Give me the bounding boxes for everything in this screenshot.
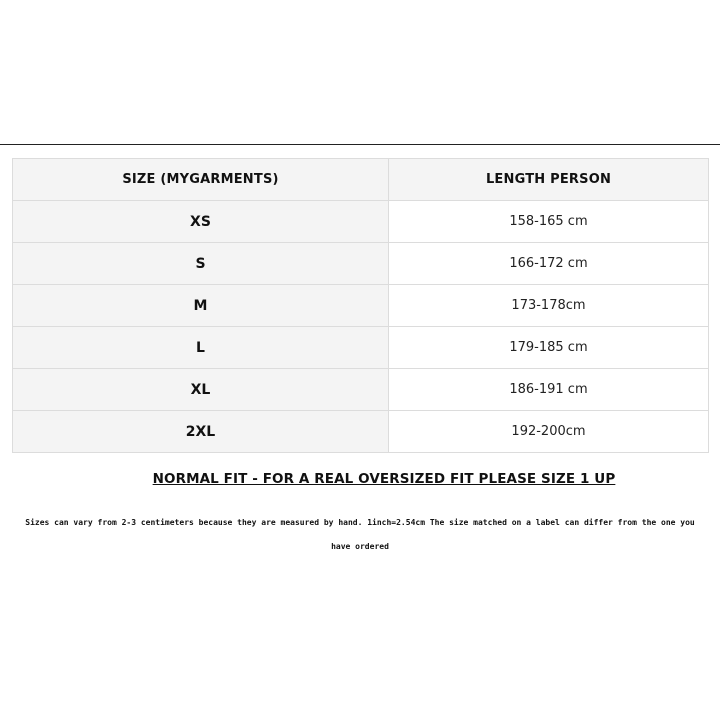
table-row <box>13 243 709 285</box>
table-row <box>13 369 709 411</box>
top-divider <box>0 144 720 145</box>
length-cell: 186-191 cm <box>389 369 709 411</box>
length-cell: 192-200cm <box>389 411 709 453</box>
sizing-disclaimer: Sizes can vary from 2-3 centimeters because they are measured by hand. 1inch=2.54cm The size matched on a label can differ from the one you have ordered <box>25 518 695 551</box>
fit-note: NORMAL FIT - FOR A REAL OVERSIZED FIT PLEASE SIZE 1 UP <box>152 471 616 487</box>
size-cell: 2XL <box>13 411 389 453</box>
size-column-header: SIZE (MYGARMENTS) <box>13 159 389 201</box>
length-cell: 158-165 cm <box>389 201 709 243</box>
table-row <box>13 411 709 453</box>
size-cell: M <box>13 285 389 327</box>
table-row <box>13 201 709 243</box>
size-cell: XL <box>13 369 389 411</box>
length-cell: 179-185 cm <box>389 327 709 369</box>
size-cell: L <box>13 327 389 369</box>
length-cell: 166-172 cm <box>389 243 709 285</box>
table-header-row <box>13 159 709 201</box>
size-cell: XS <box>13 201 389 243</box>
table-row <box>13 327 709 369</box>
length-column-header: LENGTH PERSON <box>389 159 709 201</box>
length-cell: 173-178cm <box>389 285 709 327</box>
size-chart-table <box>12 158 709 453</box>
table-row <box>13 285 709 327</box>
size-cell: S <box>13 243 389 285</box>
